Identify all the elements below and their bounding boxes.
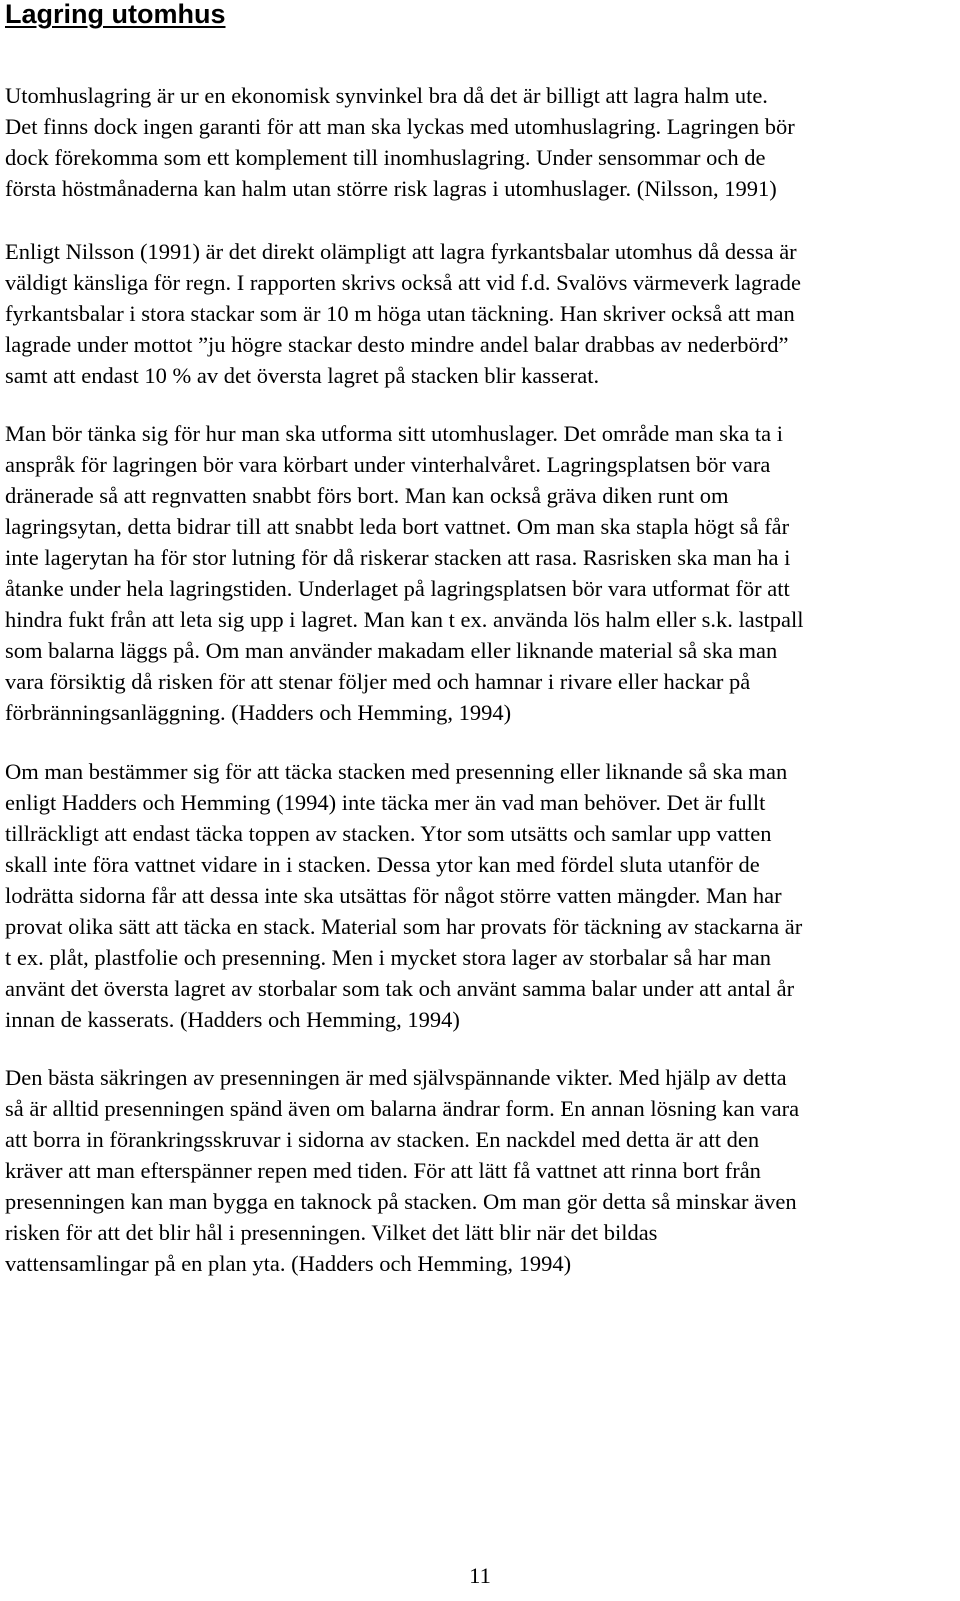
paragraph-line: vara försiktig då risken för att stenar följer med och hamnar i rivare eller hackar på: [5, 669, 751, 694]
paragraph-line: Om man bestämmer sig för att täcka stacken med presenning eller liknande så ska man: [5, 759, 788, 784]
paragraph-line: Den bästa säkringen av presenningen är med självspännande vikter. Med hjälp av detta: [5, 1065, 787, 1090]
paragraph-line: dock förekomma som ett komplement till inomhuslagring. Under sensommar och de: [5, 145, 766, 170]
paragraph-line: fyrkantsbalar i stora stackar som är 10 m höga utan täckning. Han skriver också att man: [5, 301, 795, 326]
paragraph-line: Utomhuslagring är ur en ekonomisk synvinkel bra då det är billigt att lagra halm ute.: [5, 83, 768, 108]
paragraph-2: [5, 236, 801, 391]
paragraph-line: förbränningsanläggning. (Hadders och Hemming, 1994): [5, 700, 512, 725]
paragraph-line: skall inte föra vattnet vidare in i stacken. Dessa ytor kan med fördel sluta utanför de: [5, 852, 760, 877]
paragraph-line: åtanke under hela lagringstiden. Underlaget på lagringsplatsen bör vara utformat för att: [5, 576, 790, 601]
paragraph-line: kräver att man efterspänner repen med tiden. För att lätt få vattnet att rinna bort från: [5, 1158, 761, 1183]
paragraph-line: t ex. plåt, plastfolie och presenning. Men i mycket stora lager av storbalar så har man: [5, 945, 771, 970]
paragraph-line: vattensamlingar på en plan yta. (Hadders och Hemming, 1994): [5, 1251, 572, 1276]
paragraph-line: inte lagerytan ha för stor lutning för då riskerar stacken att rasa. Rasrisken ska man ha i: [5, 545, 791, 570]
section-heading: Lagring utomhus: [5, 0, 226, 29]
paragraph-line: provat olika sätt att täcka en stack. Material som har provats för täckning av stackarna är: [5, 914, 803, 939]
paragraph-line: tillräckligt att endast täcka toppen av stacken. Ytor som utsätts och samlar upp vatten: [5, 821, 772, 846]
paragraph-line: att borra in förankringsskruvar i sidorna av stacken. En nackdel med detta är att den: [5, 1127, 760, 1152]
paragraph-line: som balarna läggs på. Om man använder makadam eller liknande material så ska man: [5, 638, 778, 663]
paragraph-line: samt att endast 10 % av det översta lagret på stacken blir kasserat.: [5, 363, 600, 388]
paragraph-line: första höstmånaderna kan halm utan större risk lagras i utomhuslager. (Nilsson, 1991): [5, 176, 777, 201]
page-number: 11: [469, 1563, 491, 1588]
paragraph-line: innan de kasserats. (Hadders och Hemming, 1994): [5, 1007, 460, 1032]
paragraph-line: anspråk för lagringen bör vara körbart under vinterhalvåret. Lagringsplatsen bör vara: [5, 452, 771, 477]
paragraph-line: Det finns dock ingen garanti för att man ska lyckas med utomhuslagring. Lagringen bör: [5, 114, 795, 139]
paragraph-4: [5, 756, 802, 1035]
paragraph-line: enligt Hadders och Hemming (1994) inte täcka mer än vad man behöver. Det är fullt: [5, 790, 766, 815]
paragraph-line: Man bör tänka sig för hur man ska utforma sitt utomhuslager. Det område man ska ta i: [5, 421, 783, 446]
paragraph-line: hindra fukt från att leta sig upp i lagret. Man kan t ex. använda lös halm eller s.k. lastpall: [5, 607, 804, 632]
paragraph-line: lagringsytan, detta bidrar till att snabbt leda bort vattnet. Om man ska stapla högt så får: [5, 514, 790, 539]
paragraph-5: [5, 1062, 799, 1279]
paragraph-line: använt det översta lagret av storbalar som tak och använt samma balar under att antal år: [5, 976, 795, 1001]
paragraph-line: presenningen kan man bygga en taknock på stacken. Om man gör detta så minskar även: [5, 1189, 797, 1214]
paragraph-line: så är alltid presenningen spänd även om balarna ändrar form. En annan lösning kan vara: [5, 1096, 800, 1121]
paragraph-1: [5, 80, 795, 204]
paragraph-line: risken för att det blir hål i presenningen. Vilket det lätt blir när det bildas: [5, 1220, 658, 1245]
paragraph-3: [5, 418, 804, 728]
paragraph-line: lodrätta sidorna får att dessa inte ska utsättas för något större vatten mängder. Man har: [5, 883, 782, 908]
paragraph-line: Enligt Nilsson (1991) är det direkt olämpligt att lagra fyrkantsbalar utomhus då dessa är: [5, 239, 797, 264]
paragraph-line: väldigt känsliga för regn. I rapporten skrivs också att vid f.d. Svalövs värmeverk lagrade: [5, 270, 802, 295]
paragraph-line: dränerade så att regnvatten snabbt förs bort. Man kan också gräva diken runt om: [5, 483, 729, 508]
paragraph-line: lagrade under mottot ”ju högre stackar desto mindre andel balar drabbas av nederbörd”: [5, 332, 789, 357]
